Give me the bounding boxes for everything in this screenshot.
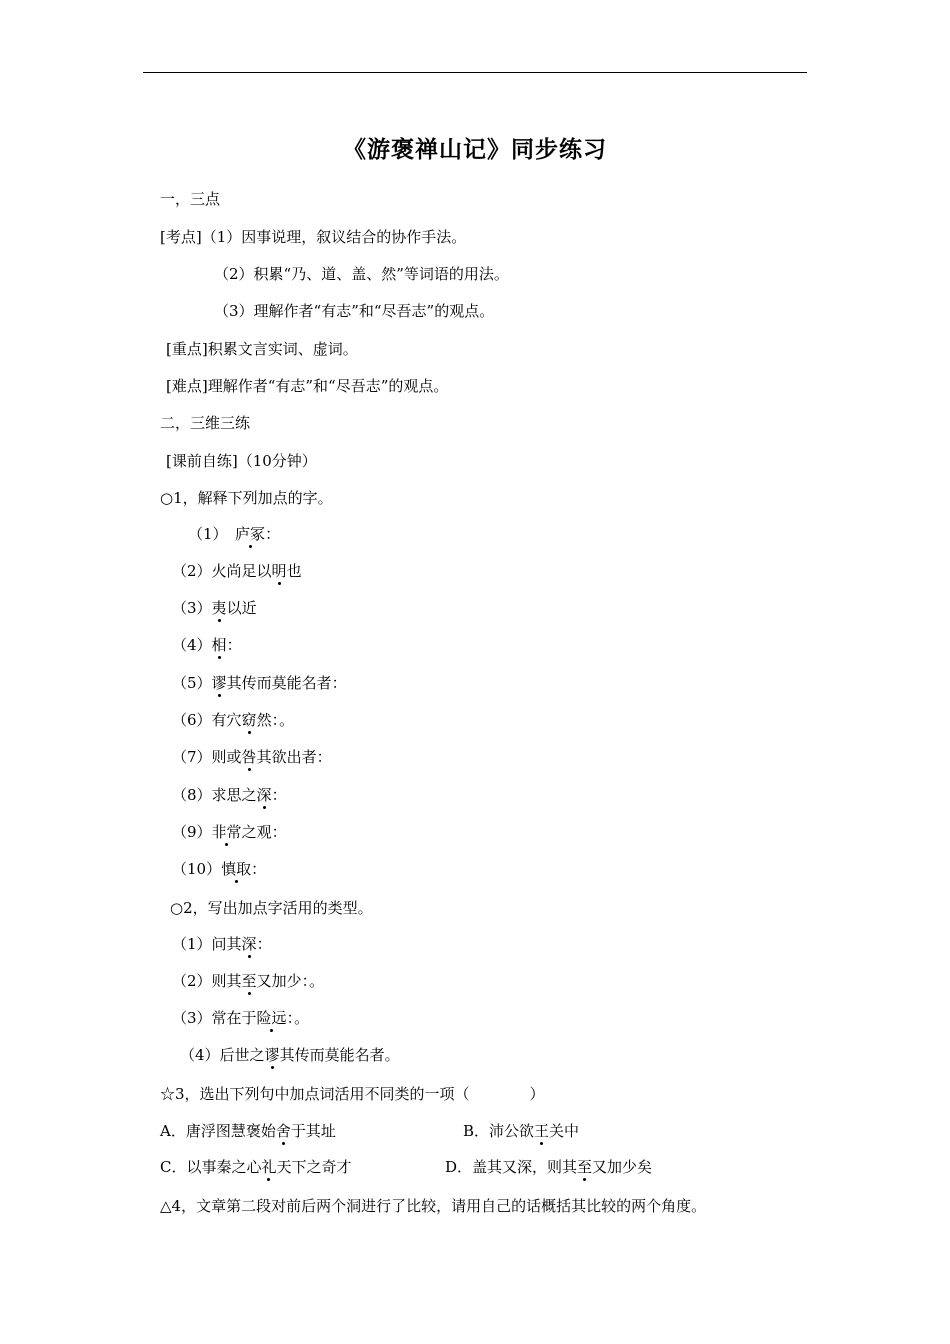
- section-heading-2: 二，三维三练: [160, 414, 251, 432]
- q1-item: （9）非常之观：: [172, 823, 287, 841]
- section-heading-1: 一，三点: [160, 190, 221, 208]
- q1-item: （8）求思之深：: [172, 786, 287, 804]
- q1-item: （4）相：: [172, 636, 242, 654]
- kqzl-line: [课前自练]（10分钟）: [166, 452, 317, 470]
- q2-stem: ○2，写出加点字活用的类型。: [170, 899, 373, 917]
- header-rule: [143, 72, 807, 73]
- q2-item: （3）常在于险远：。: [172, 1009, 310, 1027]
- nandian-line: [难点]理解作者“有志”和“尽吾志”的观点。: [166, 377, 449, 395]
- q1-item: （2）火尚足以明也: [172, 562, 302, 580]
- q1-item: （7）则或咎其欲出者：: [172, 748, 332, 766]
- q3-option-c: C．以事秦之心礼天下之奇才: [160, 1158, 352, 1176]
- kaodian-line-2: （2）积累“乃、道、盖、然”等词语的用法。: [214, 265, 509, 283]
- q1-item: （6）有穴窈然：。: [172, 711, 295, 729]
- kaodian-line-3: （3）理解作者“有志”和“尽吾志”的观点。: [214, 302, 495, 320]
- q2-item: （1）问其深：: [172, 935, 272, 953]
- kaodian-line: [考点]（1）因事说理，叙议结合的协作手法。: [160, 228, 467, 246]
- q3-option-a: A．唐浮图慧褒始舍于其址: [160, 1122, 336, 1140]
- q2-item: （4）后世之谬其传而莫能名者。: [180, 1046, 400, 1064]
- q3-option-d: D．盖其又深，则其至又加少矣: [445, 1158, 653, 1176]
- zhongdian-line: [重点]积累文言实词、虚词。: [166, 340, 358, 358]
- q1-item: （10）慎取：: [172, 860, 267, 878]
- page-title: 《游褒禅山记》同步练习: [343, 137, 607, 163]
- q3-option-b: B．沛公欲王关中: [463, 1122, 580, 1140]
- q1-item: （5）谬其传而莫能名者：: [172, 674, 347, 692]
- q1-stem: ○1，解释下列加点的字。: [160, 489, 333, 507]
- q2-item: （2）则其至又加少：。: [172, 972, 325, 990]
- q1-item: （1） 庐冢：: [188, 525, 281, 543]
- q1-item: （3）夷以近: [172, 599, 257, 617]
- q3-stem: ☆3，选出下列句中加点词活用不同类的一项（ ）: [160, 1085, 545, 1103]
- q4-stem: △4，文章第二段对前后两个洞进行了比较，请用自己的话概括其比较的两个角度。: [160, 1197, 707, 1215]
